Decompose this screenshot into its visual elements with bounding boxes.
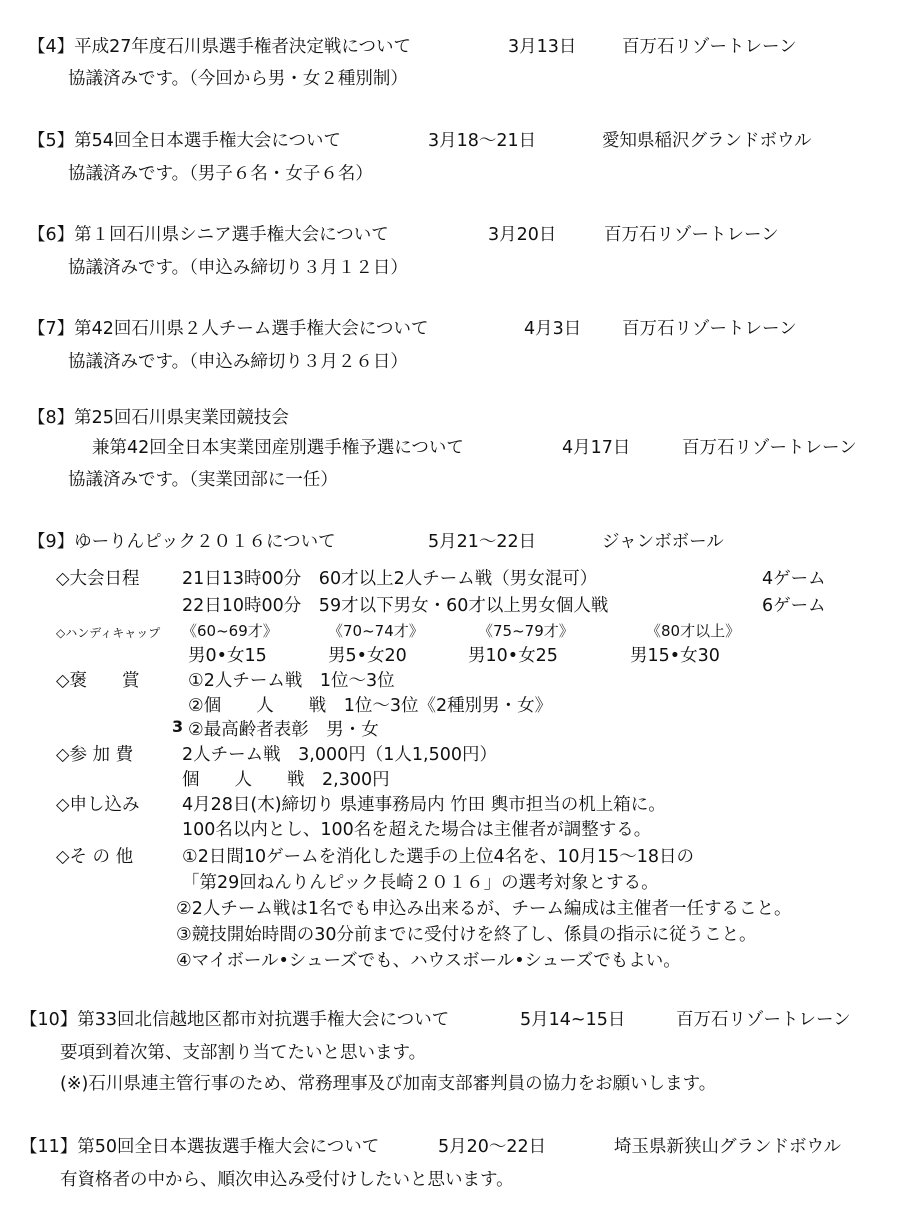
- item-6-heading: [28, 224, 389, 246]
- handicap-value: 男0•女15: [188, 646, 267, 666]
- item-number: 【10】: [20, 1010, 78, 1030]
- item-11-heading: [20, 1136, 379, 1158]
- age-group: 《70~74才》: [328, 622, 424, 640]
- item-8-heading: [28, 407, 289, 429]
- other-line: ④マイボール•シューズでも、ハウスボール•シューズでもよい。: [176, 951, 681, 971]
- age-group: 《80才以上》: [646, 622, 741, 640]
- item-title: 平成27年度石川県選手権者決定戦について: [74, 37, 412, 57]
- award-label: ◇褒 賞: [56, 671, 140, 691]
- item-title-line2: 兼第42回全日本実業団産別選手権予選について: [92, 438, 464, 458]
- item-date: 5月14~15日: [520, 1010, 626, 1030]
- item-title: 第33回北信越地区都市対抗選手権大会について: [77, 1010, 450, 1030]
- award-line: ②最高齢者表彰 男・女: [188, 720, 379, 740]
- other-line: 「第29回ねんりんピック長崎２０１６」の選考対象とする。: [182, 873, 659, 893]
- item-venue: 愛知県稲沢グランドボウル: [602, 131, 812, 151]
- item-note: 協議済みです。（申込み締切り３月１２日）: [68, 258, 408, 278]
- item-venue: 百万石リゾートレーン: [682, 438, 857, 458]
- item-venue: 百万石リゾートレーン: [676, 1010, 851, 1030]
- age-group: 《60~69才》: [182, 622, 278, 640]
- handwritten-correction: 3: [172, 717, 184, 736]
- item-date: 3月20日: [488, 225, 557, 245]
- item-10-heading: [20, 1009, 449, 1031]
- item-number: 【5】: [28, 131, 75, 151]
- schedule-label: ◇大会日程: [56, 569, 140, 589]
- item-date: 5月20～22日: [438, 1137, 547, 1157]
- award-line: ②個 人 戦 1位～3位《2種別男・女》: [188, 696, 553, 716]
- item-number: 【6】: [28, 225, 75, 245]
- handicap-label: ◇ハンディキャップ: [56, 626, 161, 640]
- schedule-line: 22日10時00分 59才以下男女・60才以上男女個人戦: [182, 596, 609, 616]
- fee-line: 個 人 戦 2,300円: [182, 770, 390, 790]
- item-note: 有資格者の中から、順次申込み受付けしたいと思います。: [60, 1170, 514, 1190]
- apply-line: 4月28日(木)締切り 県連事務局内 竹田 輿市担当の机上箱に。: [182, 795, 666, 815]
- other-label: ◇そ の 他: [56, 847, 134, 867]
- item-date: 3月18～21日: [428, 131, 537, 151]
- item-title: 第25回石川県実業団競技会: [74, 408, 289, 428]
- schedule-games: 4ゲーム: [762, 569, 826, 589]
- item-note: 要項到着次第、支部割り当てたいと思います。: [60, 1043, 427, 1063]
- item-venue: 埼玉県新狭山グランドボウル: [614, 1137, 841, 1157]
- other-line: ③競技開始時間の30分前までに受付けを終了し、係員の指示に従うこと。: [176, 925, 757, 945]
- item-title: ゆーりんピック２０１６について: [74, 532, 336, 552]
- item-9-heading: [28, 531, 336, 553]
- item-venue: 百万石リゾートレーン: [604, 225, 779, 245]
- fee-label: ◇参 加 費: [56, 745, 134, 765]
- schedule-line: 21日13時00分 60才以上2人チーム戦（男女混可）: [182, 569, 598, 589]
- item-note: 協議済みです。（今回から男・女２種別制）: [68, 69, 408, 89]
- handicap-value: 男5•女20: [328, 646, 407, 666]
- handicap-value: 男10•女25: [468, 646, 558, 666]
- other-line: ②2人チーム戦は1名でも申込み出来るが、チーム編成は主催者一任すること。: [176, 899, 792, 919]
- item-date: 5月21～22日: [428, 532, 537, 552]
- item-venue: ジャンボボール: [602, 532, 724, 552]
- other-line: ①2日間10ゲームを消化した選手の上位4名を、10月15～18日の: [182, 847, 695, 867]
- item-number: 【7】: [28, 319, 75, 339]
- item-note: 協議済みです。（申込み締切り３月２６日）: [68, 352, 408, 372]
- item-title: 第54回全日本選手権大会について: [74, 131, 342, 151]
- award-line: ①2人チーム戦 1位～3位: [188, 671, 395, 691]
- item-number: 【11】: [20, 1137, 78, 1157]
- item-4-heading: [28, 36, 411, 58]
- item-date: 4月3日: [524, 319, 582, 339]
- item-title: 第１回石川県シニア選手権大会について: [74, 225, 389, 245]
- item-number: 【4】: [28, 37, 75, 57]
- item-date: 3月13日: [508, 37, 577, 57]
- item-7-heading: [28, 318, 429, 340]
- apply-label: ◇申し込み: [56, 795, 140, 815]
- item-note: 協議済みです。（男子６名・女子６名）: [68, 164, 373, 184]
- apply-line: 100名以内とし、100名を超えた場合は主催者が調整する。: [182, 820, 652, 840]
- item-5-heading: [28, 130, 341, 152]
- item-title: 第42回石川県２人チーム選手権大会について: [74, 319, 429, 339]
- schedule-games: 6ゲーム: [762, 596, 826, 616]
- item-venue: 百万石リゾートレーン: [622, 37, 797, 57]
- item-number: 【9】: [28, 532, 75, 552]
- fee-line: 2人チーム戦 3,000円（1人1,500円）: [182, 745, 497, 765]
- item-note: 協議済みです。（実業団部に一任）: [68, 470, 338, 490]
- handicap-value: 男15•女30: [630, 646, 720, 666]
- item-number: 【8】: [28, 408, 75, 428]
- item-venue: 百万石リゾートレーン: [622, 319, 797, 339]
- age-group: 《75~79才》: [478, 622, 574, 640]
- item-note: (※)石川県連主管行事のため、常務理事及び加南支部審判員の協力をお願いします。: [60, 1074, 717, 1094]
- item-date: 4月17日: [562, 438, 631, 458]
- item-title: 第50回全日本選抜選手権大会について: [77, 1137, 380, 1157]
